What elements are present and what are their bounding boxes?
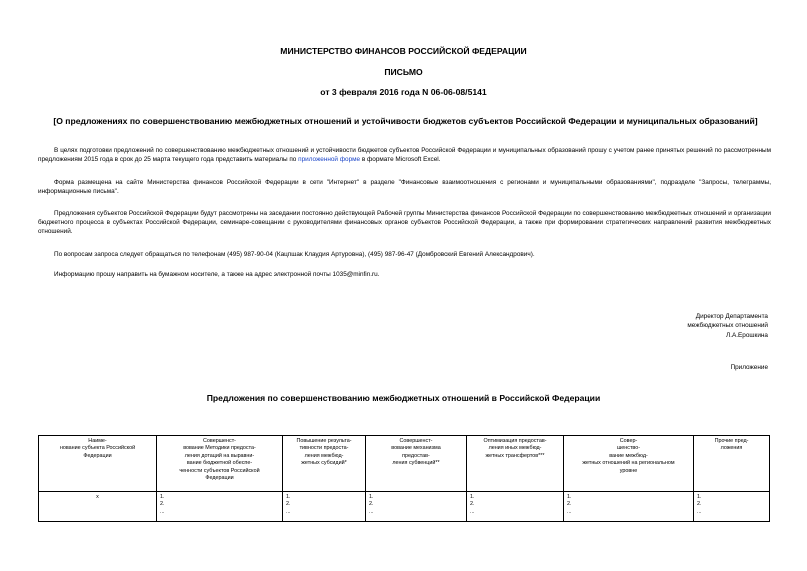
paragraph-request xyxy=(38,146,771,164)
header-other-transfers: Оптимизация предостав- ления иных межбюд- жетных трансфертов*** xyxy=(467,436,564,492)
table-cell-list: 1. 2. ... xyxy=(467,492,564,522)
paragraph-submission: Информацию прошу направить на бумажном носителе, а также на адрес электронной почты 1035@minfin.ru. xyxy=(54,271,380,278)
proposals-table xyxy=(38,435,770,522)
table-cell-region: x xyxy=(39,492,157,522)
table-cell-list: 1. 2. ... xyxy=(564,492,694,522)
signature-block xyxy=(687,312,768,340)
paragraph-request-text-2: в формате Microsoft Excel. xyxy=(360,156,441,164)
signature-position: Директор Департамента xyxy=(695,313,768,320)
paragraph-contacts: По вопросам запроса следует обращаться по телефонам (495) 987-90-04 (Кацпшак Клаудия Артуровна), (495) 987-96-47 (Домбровский Евгений Александрович). xyxy=(54,251,535,258)
header-subsidies: Повышение результа- тивности предоста- ления межбюд- жетных субсидий* xyxy=(283,436,366,492)
table-cell-list: 1. 2. ... xyxy=(157,492,283,522)
header-equalization-method: Совершенст- вование Методики предоста- ления дотаций на выравни- вание бюджетной обеспе- ченности субъектов Российской Федерации xyxy=(157,436,283,492)
header-region: Наиме- нование субъекта Российской Федерации xyxy=(39,436,157,492)
header-regional-relations: Совер- шенство- вание межбюд- жетных отношений на региональном уровне xyxy=(564,436,694,492)
annex-form-link[interactable]: приложенной форме xyxy=(298,156,361,164)
table-cell-list: 1. 2. ... xyxy=(283,492,366,522)
table-row xyxy=(39,492,770,522)
header-subventions: Совершенст- вование механизма предостав- ления субвенций** xyxy=(366,436,467,492)
paragraph-review: Предложения субъектов Российской Федерации будут рассмотрены на заседании постоянно действующей Рабочей группы Министерства финансов Российской Федерации по совершенствованию межбюджетных отношений и организации бюджетного процесса в субъектах Российской Федерации, семинаре-совещании с руководителями финансовых органов субъектов Российской Федерации, а также при формировании стратегических направлений развития межбюджетных отношений. xyxy=(38,210,771,236)
signature-name: Л.А.Ерошкина xyxy=(726,331,768,339)
table-header-row xyxy=(39,436,770,492)
paragraph-form-location: Форма размещена на сайте Министерства финансов Российской Федерации в сети "Интернет" в разделе "Финансовые взаимоотношения с регионами и муниципальными образованиями", подразделе "Запросы, телеграммы, информационные письма". xyxy=(38,179,771,196)
header-other-proposals: Прочие пред- ложения xyxy=(694,436,770,492)
table-cell-list: 1. 2. ... xyxy=(366,492,467,522)
signature-department: межбюджетных отношений xyxy=(687,322,768,330)
document-subject: [О предложениях по совершенствованию межбюджетных отношений и устойчивости бюджетов субъектов Российской Федерации и муниципальных образований] xyxy=(53,116,758,126)
document-type: ПИСЬМО xyxy=(384,67,423,77)
annex-title: Предложения по совершенствованию межбюджетных отношений в Российской Федерации xyxy=(206,393,601,403)
document-date-number: от 3 февраля 2016 года N 06-06-08/5141 xyxy=(320,87,487,97)
ministry-name: МИНИСТЕРСТВО ФИНАНСОВ РОССИЙСКОЙ ФЕДЕРАЦИИ xyxy=(280,46,527,56)
paragraph-request-text-1: В целях подготовки предложений по совершенствованию межбюджетных отношений и устойчивости бюджетов субъектов Российской Федерации и муниципальных образований прошу с учетом ранее принятых решений по рассмотренным предложениям 2015 года в срок до 25 марта текущего года представить материалы по xyxy=(38,147,771,164)
table-cell-list: 1. 2. ... xyxy=(694,492,770,522)
annex-label: Приложение xyxy=(730,364,768,371)
